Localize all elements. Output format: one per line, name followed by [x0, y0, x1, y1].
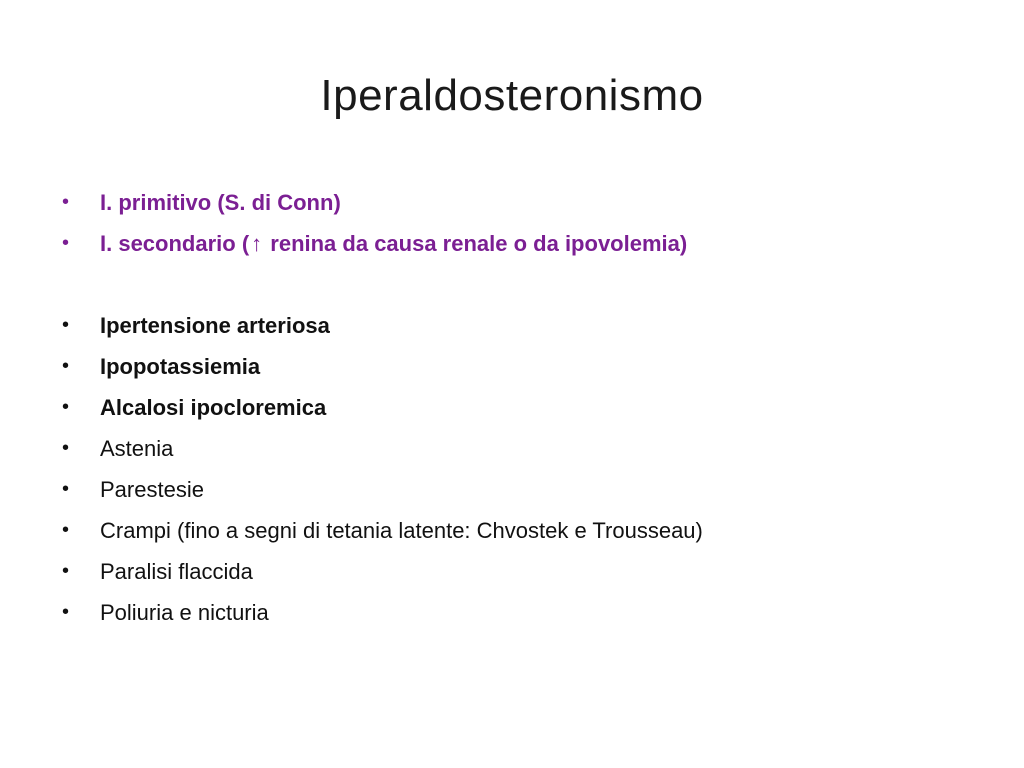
- bullet-item: [62, 182, 962, 223]
- bullet-item: [62, 592, 962, 633]
- slide-title: Iperaldosteronismo: [320, 71, 704, 120]
- bullet-dot: •: [62, 437, 70, 459]
- bullet-text: Alcalosi ipocloremica: [100, 395, 327, 420]
- bullet-dot: •: [62, 519, 70, 541]
- bullet-text: [100, 231, 687, 256]
- bullet-text: Crampi (fino a segni di tetania latente: Chvostek e Trousseau): [100, 518, 703, 543]
- bullet-dot: •: [62, 478, 70, 500]
- bullet-dot: •: [62, 191, 70, 213]
- up-arrow-icon: ↑: [251, 231, 263, 256]
- bullet-text-after: renina da causa renale o da ipovolemia): [264, 231, 688, 256]
- bullet-text: Paralisi flaccida: [100, 559, 253, 584]
- bullet-item: [62, 551, 962, 592]
- bullet-list: [62, 182, 962, 633]
- bullet-dot: •: [62, 314, 70, 336]
- bullet-text: Ipertensione arteriosa: [100, 313, 330, 338]
- bullet-text: Poliuria e nicturia: [100, 600, 269, 625]
- bullet-item: [62, 346, 962, 387]
- bullet-item: [62, 510, 962, 551]
- bullet-item: [62, 469, 962, 510]
- bullet-item: [62, 223, 962, 264]
- bullet-text-before: I. secondario (: [100, 231, 250, 256]
- bullet-text: Ipopotassiemia: [100, 354, 261, 379]
- bullet-text: Astenia: [100, 436, 174, 461]
- bullet-dot: •: [62, 232, 70, 254]
- bullet-dot: •: [62, 355, 70, 377]
- bullet-item: [62, 428, 962, 469]
- bullet-item: [62, 305, 962, 346]
- bullet-dot: •: [62, 601, 70, 623]
- bullet-dot: •: [62, 560, 70, 582]
- bullet-text: Parestesie: [100, 477, 204, 502]
- bullet-dot: •: [62, 396, 70, 418]
- bullet-text: I. primitivo (S. di Conn): [100, 190, 341, 215]
- bullet-item: [62, 387, 962, 428]
